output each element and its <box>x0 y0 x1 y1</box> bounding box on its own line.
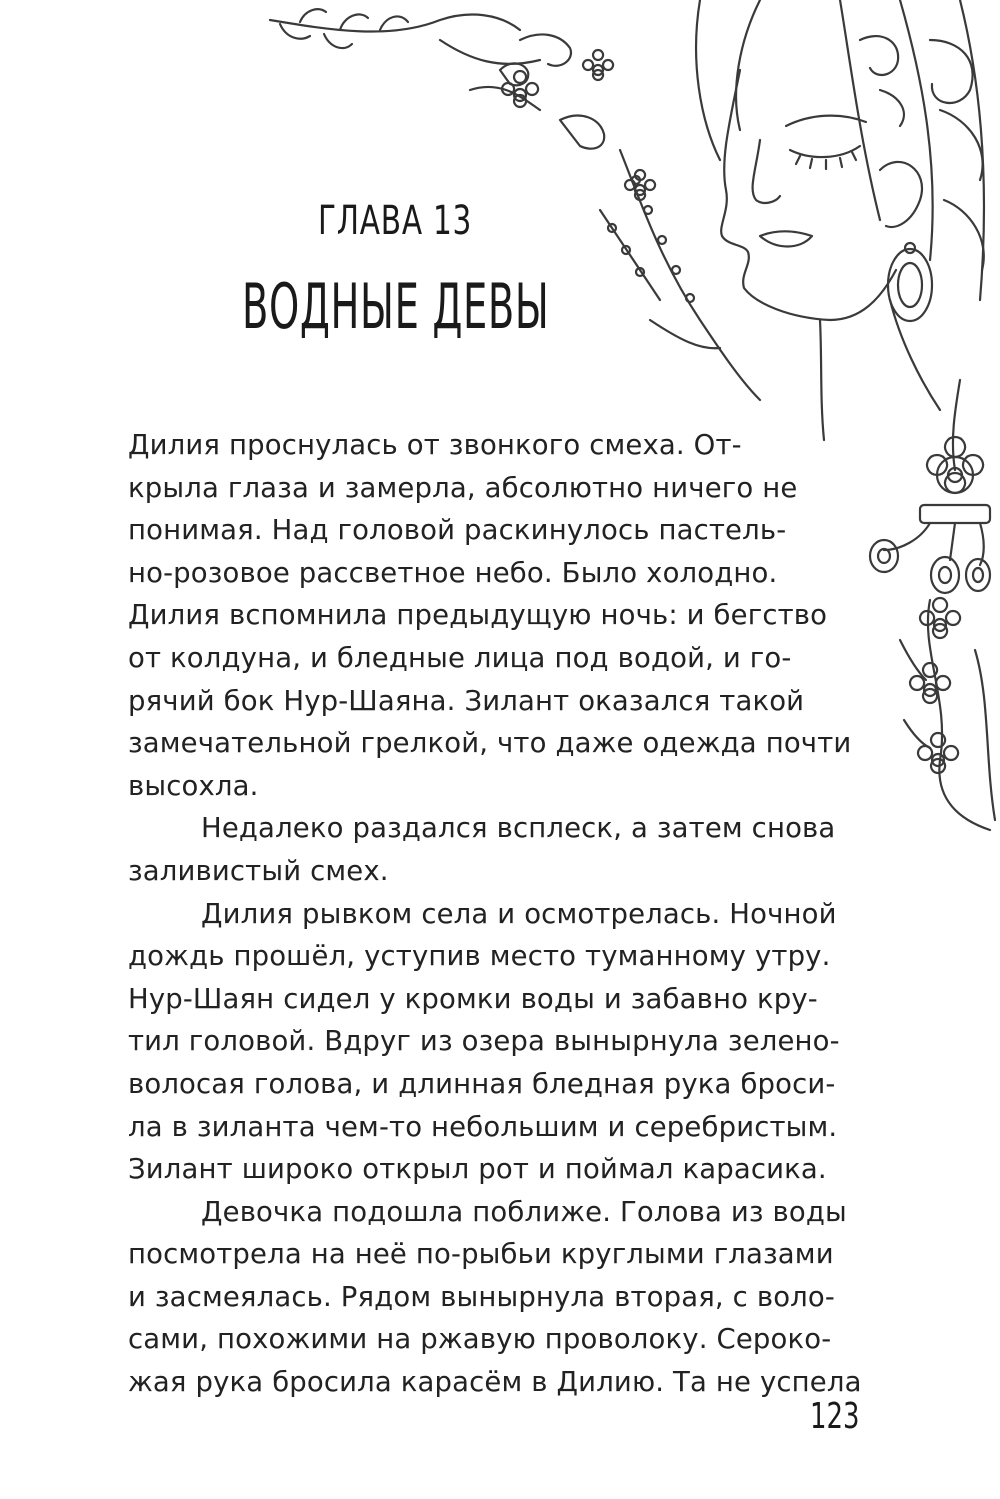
text-line: жая рука бросила карасём в Дилию. Та не успела <box>128 1366 862 1399</box>
body-text <box>128 424 868 1404</box>
text-line: Дилия проснулась от звонкого смеха. От- <box>128 429 742 461</box>
text-line: но-розовое рассветное небо. Было холодно. <box>128 556 778 589</box>
chapter-title: ВОДНЫЕ ДЕВЫ <box>242 270 550 343</box>
chapter-number: ГЛАВА 13 <box>318 198 473 244</box>
text-line: сами, похожими на ржавую проволоку. Сероко- <box>128 1323 832 1356</box>
text-line: дождь прошёл, уступив место туманному утру. <box>128 940 831 973</box>
text-line: замечательной грелкой, что даже одежда почти <box>128 727 852 760</box>
text-line: посмотрела на неё по-рыбьи круглыми глазами <box>128 1238 834 1271</box>
text-line: крыла глаза и замерла, абсолютно ничего не <box>128 471 798 504</box>
text-line: тил головой. Вдруг из озера вынырнула зелено- <box>128 1025 840 1058</box>
text-line: Нур-Шаян сидел у кромки воды и забавно кру- <box>128 982 818 1015</box>
text-line: и засмеялась. Рядом вынырнула вторая, с воло- <box>128 1280 835 1313</box>
text-line: понимая. Над головой раскинулось пастель- <box>128 514 787 547</box>
text-line: Дилия вспомнила предыдущую ночь: и бегство <box>128 599 828 632</box>
text-line: высохла. <box>128 769 259 802</box>
paragraph-first-line: Дилия рывком села и осмотрелась. Ночной <box>201 897 837 930</box>
text-line: рячий бок Нур-Шаяна. Зилант оказался такой <box>128 684 805 717</box>
text-line: волосая голова, и длинная бледная рука броси- <box>128 1067 836 1100</box>
text-line: от колдуна, и бледные лица под водой, и го- <box>128 641 792 674</box>
paragraph-first-line: Недалеко раздался всплеск, а затем снова <box>201 812 836 845</box>
text-line: заливистый смех. <box>128 854 389 887</box>
paragraph-first-line: Девочка подошла поближе. Голова из воды <box>201 1195 847 1228</box>
page-number: 123 <box>810 1396 860 1437</box>
text-line: ла в зиланта чем-то небольшим и серебристым. <box>128 1110 838 1143</box>
text-line: Зилант широко открыл рот и поймал карасика. <box>128 1153 827 1186</box>
